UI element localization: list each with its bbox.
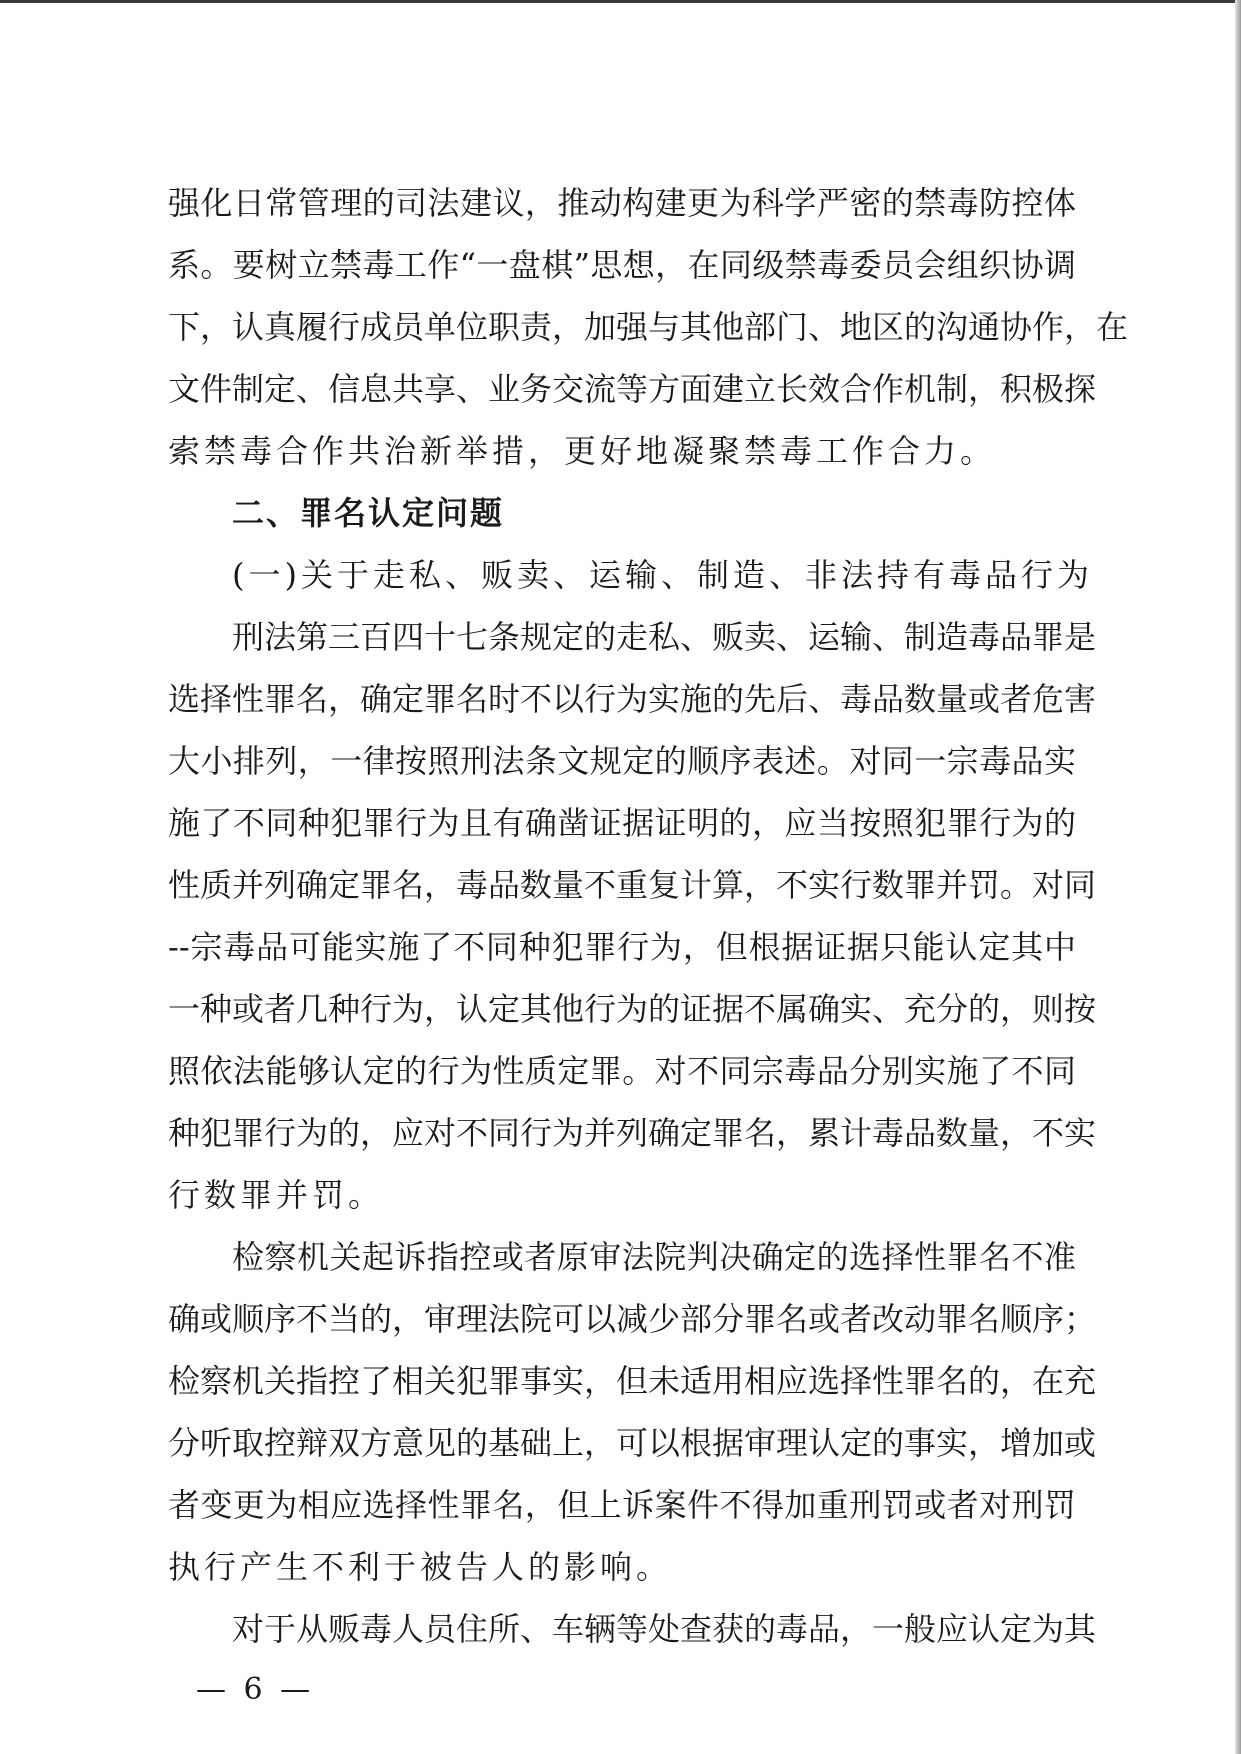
paragraph-first-line: 对于从贩毒人员住所、车辆等处查获的毒品，一般应认定为其 [232,1610,1097,1648]
body-line: 文件制定、信息共享、业务交流等方面建立长效合作机制，积极探 [168,370,1097,408]
paragraph-first-line: 检察机关起诉指控或者原审法院判决确定的选择性罪名不准 [232,1238,1076,1276]
body-line: 执行产生不利于被告人的影响。 [168,1548,673,1586]
section-heading: 二、罪名认定问题 [232,494,505,532]
body-line: 大小排列，一律按照刑法条文规定的顺序表述。对同一宗毒品实 [168,742,1076,780]
body-line: --宗毒品可能实施了不同种犯罪行为，但根据证据只能认定其中 [168,928,1076,966]
body-line: 确或顺序不当的，审理法院可以减少部分罪名或者改动罪名顺序； [168,1300,1097,1338]
page-number: — 6 — [196,1672,315,1707]
body-line: 施了不同种犯罪行为且有确凿证据证明的，应当按照犯罪行为的 [168,804,1076,842]
body-line: 系。要树立禁毒工作“一盘棋”思想，在同级禁毒委员会组织协调 [168,246,1076,284]
body-line: 强化日常管理的司法建议，推动构建更为科学严密的禁毒防控体 [168,184,1076,222]
body-line: 一种或者几种行为，认定其他行为的证据不属确实、充分的，则按 [168,990,1097,1028]
body-line: 分听取控辩双方意见的基础上，可以根据审理认定的事实，增加或 [168,1424,1097,1462]
body-line: 行数罪并罚。 [168,1176,385,1214]
body-line: 索禁毒合作共治新举措，更好地凝聚禁毒工作合力。 [168,432,997,470]
body-line: 性质并列确定罪名，毒品数量不重复计算，不实行数罪并罚。对同 [168,866,1097,904]
body-line: 照依法能够认定的行为性质定罪。对不同宗毒品分别实施了不同 [168,1052,1076,1090]
body-line: 者变更为相应选择性罪名，但上诉案件不得加重刑罚或者对刑罚 [168,1486,1076,1524]
subsection-heading: (一)关于走私、贩卖、运输、制造、非法持有毒品行为 [232,556,1093,594]
paragraph-first-line: 刑法第三百四十七条规定的走私、贩卖、运输、制造毒品罪是 [232,618,1097,656]
body-line: 下，认真履行成员单位职责，加强与其他部门、地区的沟通协作，在 [168,308,1129,346]
body-line: 选择性罪名，确定罪名时不以行为实施的先后、毒品数量或者危害 [168,680,1097,718]
body-line: 种犯罪行为的，应对不同行为并列确定罪名，累计毒品数量，不实 [168,1114,1097,1152]
body-line: 检察机关指控了相关犯罪事实，但未适用相应选择性罪名的，在充 [168,1362,1097,1400]
